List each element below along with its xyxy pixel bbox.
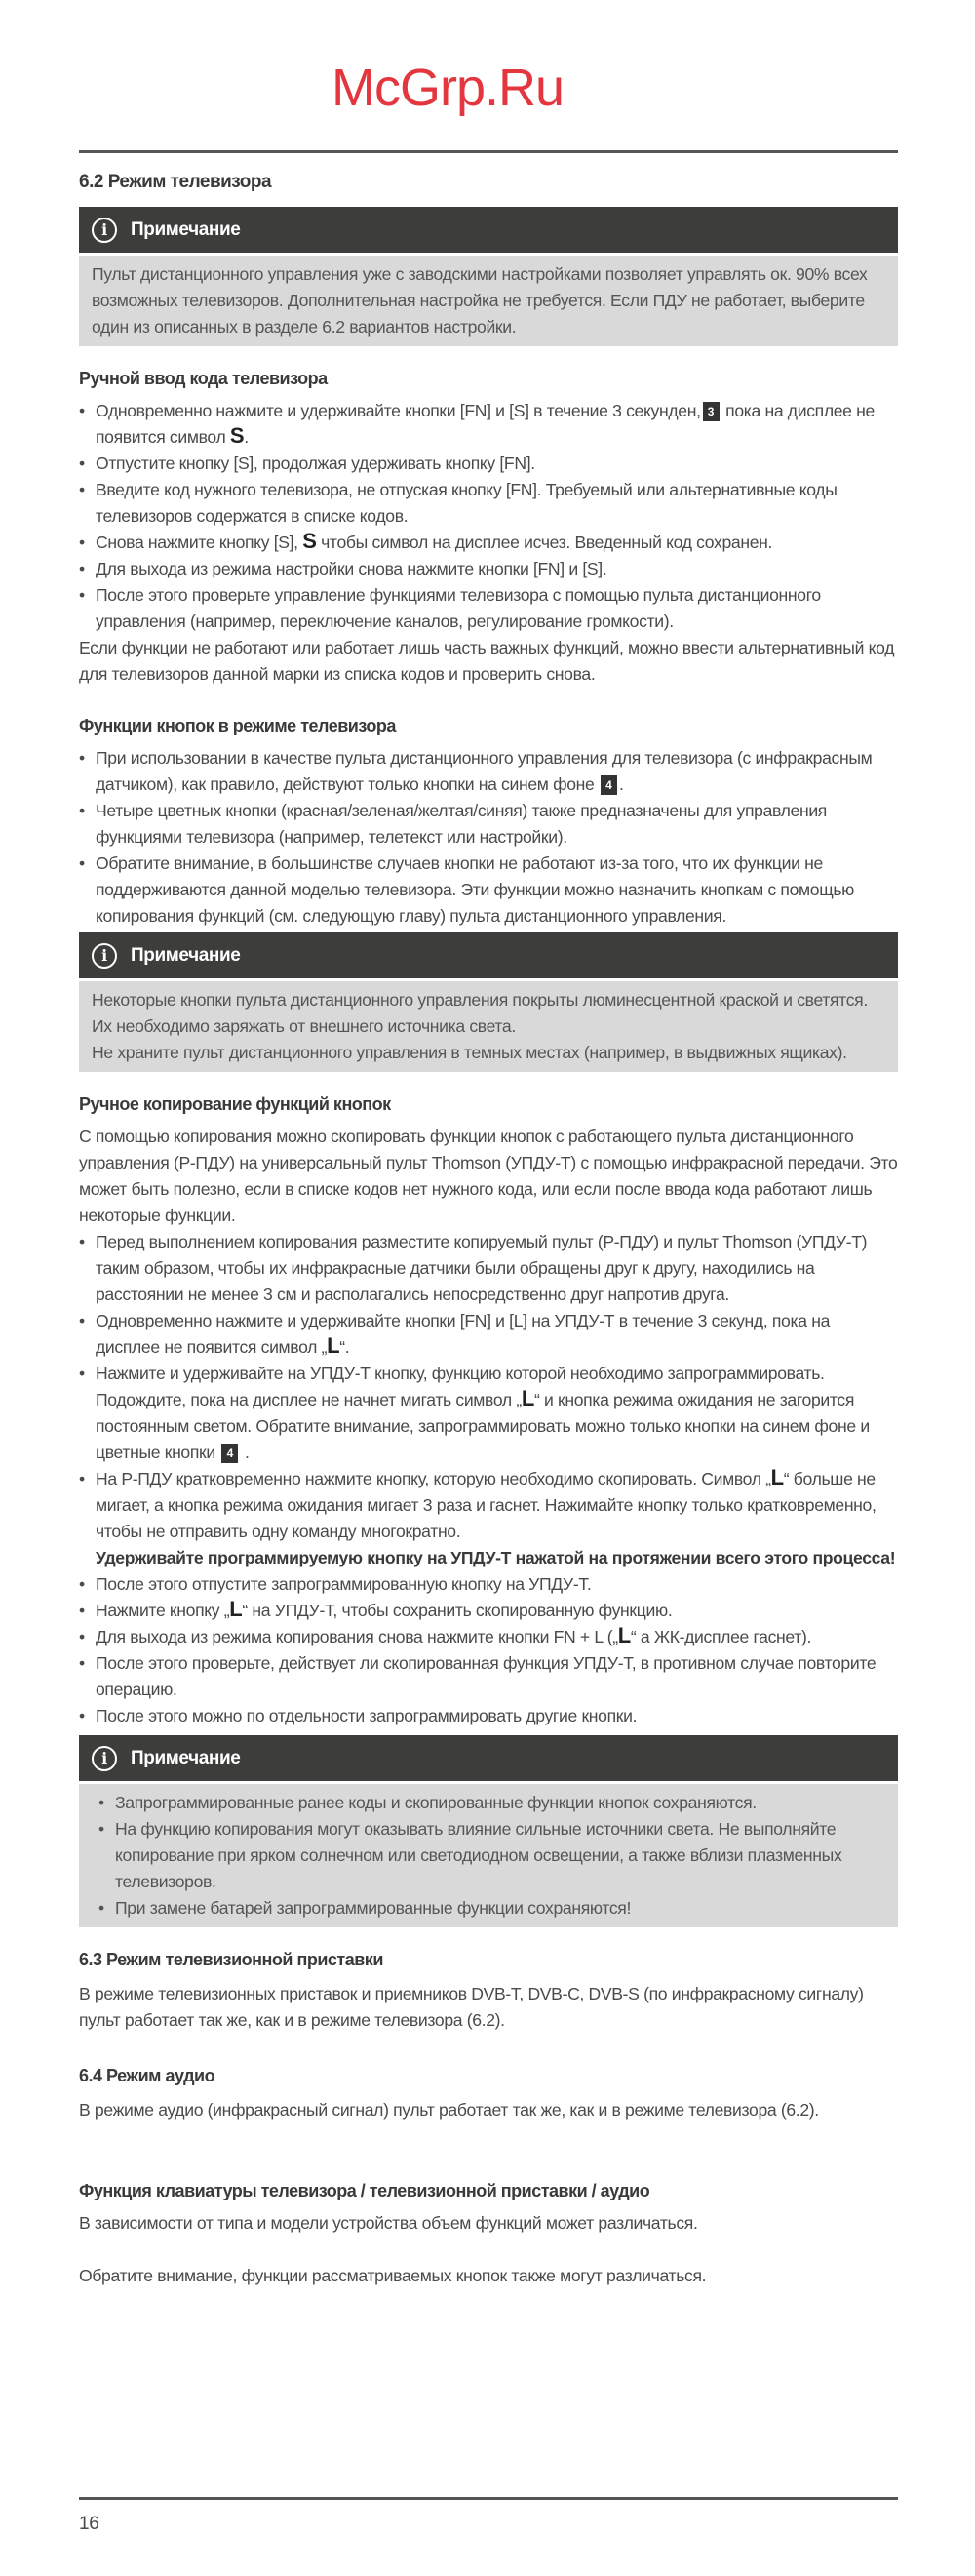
text: Снова нажмите кнопку [S],: [96, 533, 303, 552]
text: Нажмите и удерживайте на УПДУ-Т кнопку, функцию которой необходимо запрограммировать. Подождите, пока на дисплее не начнет мигать символ „: [96, 1364, 825, 1409]
list-item: • При замене батарей запрограммированные функции сохраняются!: [98, 1895, 886, 1922]
list-item: • Отпустите кнопку [S], продолжая удерживать кнопку [FN].: [79, 451, 898, 477]
text: чтобы символ на дисплее исчез. Введенный код сохранен.: [316, 533, 773, 552]
display-symbol-l: L: [327, 1333, 340, 1358]
list-item: [79, 530, 898, 556]
manual-page: [79, 0, 898, 2289]
list-item: • При использовании в качестве пульта дистанционного управления для телевизора (с инфракрасным датчиком), как правило, действуют только кнопки на синем фоне 4 .: [79, 745, 898, 798]
list-item: [79, 1598, 898, 1624]
note-body: [79, 981, 898, 1072]
manual-code-title: Ручной ввод кода телевизора: [79, 369, 328, 388]
list-item: • Для выхода из режима настройки снова нажмите кнопки [FN] и [S].: [79, 556, 898, 582]
section-6-2-title: 6.2 Режим телевизора: [79, 172, 272, 192]
list-item: • После этого проверьте управление функциями телевизора с помощью пульта дистанционного управления (например, переключение каналов, регулирование громкости).: [79, 582, 898, 635]
note-text: Не храните пульт дистанционного управления в темных местах (например, в выдвижных ящиках).: [92, 1043, 847, 1062]
display-symbol-l: L: [229, 1597, 243, 1621]
text: .: [240, 1443, 250, 1462]
list-item: • Четыре цветных кнопки (красная/зеленая/желтая/синяя) также предназначены для управления функциями телевизора (например, телетекст или настройки).: [79, 798, 898, 851]
paragraph: В зависимости от типа и модели устройства объем функций может различаться.: [79, 2213, 698, 2233]
note-header: [79, 207, 898, 253]
text: На Р-ПДУ кратковременно нажмите кнопку, которую необходимо скопировать. Символ „: [96, 1469, 771, 1488]
note-label: Примечание: [131, 219, 241, 240]
note-box: [79, 1735, 898, 1927]
note-text: Пульт дистанционного управления уже с заводскими настройками позволяет управлять ок. 90% всех возможных телевизоров. Дополнительная настройка не требуется. Если ПДУ не работает, выберите один из описанных в разделе 6.2 вариантов настройки.: [92, 264, 868, 337]
list-item: [79, 1466, 898, 1571]
info-icon: i: [92, 1746, 117, 1771]
note-list: [98, 1790, 886, 1922]
list-item: • После этого можно по отдельности запрограммировать другие кнопки.: [79, 1703, 898, 1729]
manual-copy-steps: [79, 1229, 898, 1729]
paragraph: В режиме телевизионных приставок и приемников DVB-T, DVB-C, DVB-S (по инфракрасному сигналу) пульт работает так же, как и в режиме телевизора (6.2).: [79, 1984, 864, 2030]
text: Одновременно нажмите и удерживайте кнопки [FN] и [S] в течение 3 секунден,: [96, 401, 701, 420]
list-item: • Запрограммированные ранее коды и скопированные функции кнопок сохраняются.: [98, 1790, 886, 1816]
text: “ и кнопка режима ожидания не загорится постоянным светом. Обратите внимание, запрограммировать можно только кнопки на синем фоне и цветные кнопки: [96, 1390, 870, 1462]
list-item: • Введите код нужного телевизора, не отпуская кнопку [FN]. Требуемый или альтернативные коды телевизоров содержатся в списке кодов.: [79, 477, 898, 530]
note-label: Примечание: [131, 1748, 241, 1768]
display-symbol-s: S: [229, 423, 245, 448]
page-number: 16: [79, 2514, 99, 2534]
figure-badge: 4: [221, 1444, 238, 1463]
watermark: McGrp.Ru: [332, 59, 565, 117]
display-symbol-l: L: [617, 1623, 631, 1647]
list-item: • Перед выполнением копирования разместите копируемый пульт (Р-ПДУ) и пульт Thomson (УПДУ-Т) таким образом, чтобы их инфракрасные датчики были обращены друг к другу, находились на расстоянии не менее 3 см и располагались непосредственно друг напротив друга.: [79, 1229, 898, 1308]
paragraph: Обратите внимание, функции рассматриваемых кнопок также могут различаться.: [79, 2266, 707, 2285]
text: Нажмите кнопку „: [96, 1601, 230, 1620]
text: Одновременно нажмите и удерживайте кнопки [FN] и [L] на УПДУ-Т в течение 3 секунд, пока на дисплее не появится символ „: [96, 1311, 831, 1357]
note-label: Примечание: [131, 945, 241, 966]
figure-badge: 4: [601, 775, 617, 795]
note-text: Некоторые кнопки пульта дистанционного управления покрыты люминесцентной краской и светятся. Их необходимо заряжать от внешнего источника света.: [92, 990, 868, 1036]
text: “ на УПДУ-Т, чтобы сохранить скопированную функцию.: [242, 1601, 673, 1620]
figure-badge: 3: [703, 402, 720, 421]
button-functions-title: Функции кнопок в режиме телевизора: [79, 716, 396, 735]
paragraph: В режиме аудио (инфракрасный сигнал) пульт работает так же, как и в режиме телевизора (6.2).: [79, 2100, 819, 2120]
list-item: • Одновременно нажмите и удерживайте кнопки [FN] и [S] в течение 3 секунден, 3 пока на дисплее не появится символ S.: [79, 398, 898, 451]
manual-copy-title: Ручное копирование функций кнопок: [79, 1094, 391, 1114]
section-6-4-title: 6.4 Режим аудио: [79, 2066, 215, 2085]
display-symbol-l: L: [521, 1386, 534, 1410]
text: Для выхода из режима копирования снова нажмите кнопки FN + L („: [96, 1627, 618, 1646]
note-box: [79, 932, 898, 1072]
text: “ больше не мигает, а кнопка режима ожидания мигает 3 раза и гаснет. Нажимайте кнопку только кратковременно, чтобы не отправить одну команду многократно.: [96, 1469, 877, 1541]
keyboard-function-title: Функция клавиатуры телевизора / телевизионной приставки / аудио: [79, 2181, 650, 2200]
list-item: [79, 1308, 898, 1361]
text: пока на дисплее не появится символ: [96, 401, 875, 447]
note-body: [79, 256, 898, 346]
warning-text: Удерживайте программируемую кнопку на УПДУ-Т нажатой на протяжении всего этого процесса!: [96, 1548, 896, 1567]
list-item: [79, 1361, 898, 1466]
section-6-3-title: 6.3 Режим телевизионной приставки: [79, 1950, 383, 1969]
list-item: • После этого отпустите запрограммированную кнопку на УПДУ-Т.: [79, 1571, 898, 1598]
list-item: • На функцию копирования могут оказывать влияние сильные источники света. Не выполняйте копирование при ярком солнечном или светодиодном освещении, а также вблизи плазменных телевизоров.: [98, 1816, 886, 1895]
note-box: [79, 207, 898, 346]
list-item: [79, 1624, 898, 1650]
display-symbol-l: L: [770, 1465, 784, 1489]
manual-code-steps: [79, 398, 898, 635]
text: “ а ЖК-дисплее гаснет).: [630, 1627, 812, 1646]
top-rule: [79, 150, 898, 153]
button-functions-list: [79, 745, 898, 930]
bottom-rule: [79, 2497, 898, 2500]
paragraph: Если функции не работают или работает лишь часть важных функций, можно ввести альтернативный код для телевизоров данной марки из списка кодов и проверить снова.: [79, 638, 895, 684]
info-icon: i: [92, 943, 117, 969]
note-body: [79, 1784, 898, 1927]
info-icon: i: [92, 218, 117, 243]
list-item: • После этого проверьте, действует ли скопированная функция УПДУ-Т, в противном случае повторите операцию.: [79, 1650, 898, 1703]
list-item: • Обратите внимание, в большинстве случаев кнопки не работают из-за того, что их функции не поддерживаются данной моделью телевизора. Эти функции можно назначить кнопкам с помощью копирования функций (см. следующую главу) пульта дистанционного управления.: [79, 851, 898, 930]
note-header: [79, 1735, 898, 1781]
text: “.: [339, 1337, 350, 1357]
display-symbol-s: S: [302, 529, 317, 553]
text: При использовании в качестве пульта дистанционного управления для телевизора (с инфракрасным датчиком), как правило, действуют только кнопки на синем фоне: [96, 748, 873, 794]
paragraph: С помощью копирования можно скопировать функции кнопок с работающего пульта дистанционного управления (Р-ПДУ) на универсальный пульт Thomson (УПДУ-Т) с помощью инфракрасной передачи. Это может быть полезно, если в списке кодов нет нужного кода, или если после ввода кода работают лишь некоторые функции.: [79, 1127, 898, 1225]
note-header: [79, 932, 898, 978]
